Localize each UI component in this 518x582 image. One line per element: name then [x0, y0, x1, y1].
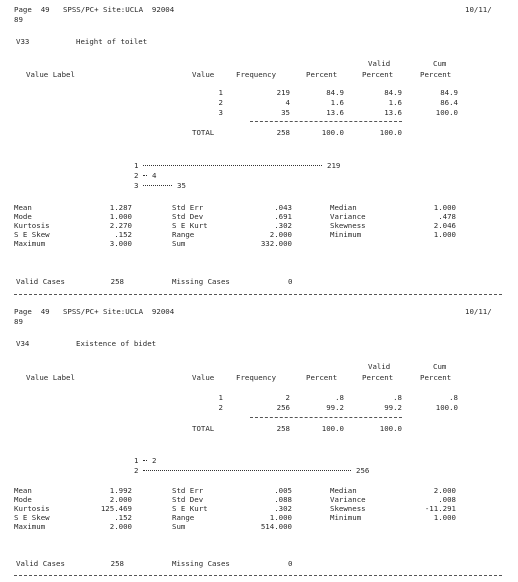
col-cum: Percent [420, 70, 452, 79]
stat-label: S E Kurt [172, 504, 208, 513]
stat-value: 2.000 [433, 486, 456, 495]
variable-label: Existence of bidet [76, 339, 157, 348]
stat-label: Mean [14, 486, 32, 495]
stat-value: .478 [438, 212, 456, 221]
stat-value: 125.469 [100, 504, 132, 513]
stat-value: .302 [274, 504, 292, 513]
stat-label: Std Err [172, 486, 204, 495]
variable-label: Height of toilet [76, 37, 148, 46]
stat-value: .152 [114, 513, 132, 522]
col-cum-top: Cum [433, 59, 447, 68]
stat-value: 2.000 [269, 230, 292, 239]
stat-label: Median [330, 203, 357, 212]
stat-label: Maximum [14, 522, 46, 531]
page-date: 10/11/ [465, 5, 492, 14]
page-header: Page 49 SPSS/PC+ Site:UCLA 92004 [14, 307, 175, 316]
col-value-label: Value Label [26, 70, 75, 79]
stat-label: Sum [172, 522, 186, 531]
stat-label: Kurtosis [14, 504, 50, 513]
stat-label: Maximum [14, 239, 46, 248]
variable-code: V33 [16, 37, 30, 46]
stat-label: S E Skew [14, 230, 50, 239]
stat-value: 332.000 [260, 239, 292, 248]
stat-label: Variance [330, 495, 366, 504]
page-header: Page 49 SPSS/PC+ Site:UCLA 92004 [14, 5, 175, 14]
stat-label: Range [172, 513, 195, 522]
stat-value: 2.000 [109, 495, 132, 504]
stat-value: 514.000 [260, 522, 292, 531]
stat-label: Kurtosis [14, 221, 50, 230]
page-date: 10/11/ [465, 307, 492, 316]
stat-label: Variance [330, 212, 366, 221]
total-rule [250, 121, 402, 122]
col-percent: Percent [306, 70, 338, 79]
col-value: Value [192, 373, 215, 382]
stat-label: Std Err [172, 203, 204, 212]
histogram-bar [143, 185, 172, 186]
total-rule [250, 417, 402, 418]
page-divider [14, 575, 502, 576]
histogram-bar [143, 175, 147, 176]
stat-label: Sum [172, 239, 186, 248]
col-valid: Percent [362, 70, 394, 79]
stat-value: -11.291 [424, 504, 456, 513]
col-value: Value [192, 70, 215, 79]
stat-value: .302 [274, 221, 292, 230]
histogram-bar [143, 460, 147, 461]
page-year: 89 [14, 317, 23, 326]
stat-value: 1.000 [433, 230, 456, 239]
stat-value: 1.000 [433, 203, 456, 212]
stat-value: .043 [274, 203, 292, 212]
page-divider [14, 294, 502, 295]
stat-value: 2.270 [109, 221, 132, 230]
stat-value: 1.992 [109, 486, 132, 495]
col-valid-top: Valid [368, 59, 391, 68]
col-frequency: Frequency [236, 70, 277, 79]
stat-label: Minimum [330, 230, 362, 239]
stat-label: S E Kurt [172, 221, 208, 230]
stat-value: 3.000 [109, 239, 132, 248]
histogram-bar [143, 470, 351, 471]
col-valid-top: Valid [368, 362, 391, 371]
stat-label: Mode [14, 495, 32, 504]
stat-label: Std Dev [172, 495, 204, 504]
stat-label: Skewness [330, 504, 366, 513]
col-cum: Percent [420, 373, 452, 382]
stat-value: 1.287 [109, 203, 132, 212]
col-cum-top: Cum [433, 362, 447, 371]
col-percent: Percent [306, 373, 338, 382]
stat-value: 2.046 [433, 221, 456, 230]
histogram-bar [143, 165, 322, 166]
stat-value: .152 [114, 230, 132, 239]
stat-label: S E Skew [14, 513, 50, 522]
stat-value: .088 [274, 495, 292, 504]
stat-value: 1.000 [433, 513, 456, 522]
stat-label: Std Dev [172, 212, 204, 221]
stat-label: Mean [14, 203, 32, 212]
stat-value: .005 [274, 486, 292, 495]
stat-value: .691 [274, 212, 292, 221]
stat-label: Minimum [330, 513, 362, 522]
stat-value: 2.000 [109, 522, 132, 531]
col-value-label: Value Label [26, 373, 75, 382]
col-frequency: Frequency [236, 373, 277, 382]
col-valid: Percent [362, 373, 394, 382]
stat-value: 1.000 [109, 212, 132, 221]
stat-value: 1.000 [269, 513, 292, 522]
stat-label: Skewness [330, 221, 366, 230]
stat-value: .008 [438, 495, 456, 504]
stat-label: Range [172, 230, 195, 239]
page-year: 89 [14, 15, 23, 24]
variable-code: V34 [16, 339, 30, 348]
stat-label: Mode [14, 212, 32, 221]
stat-label: Median [330, 486, 357, 495]
